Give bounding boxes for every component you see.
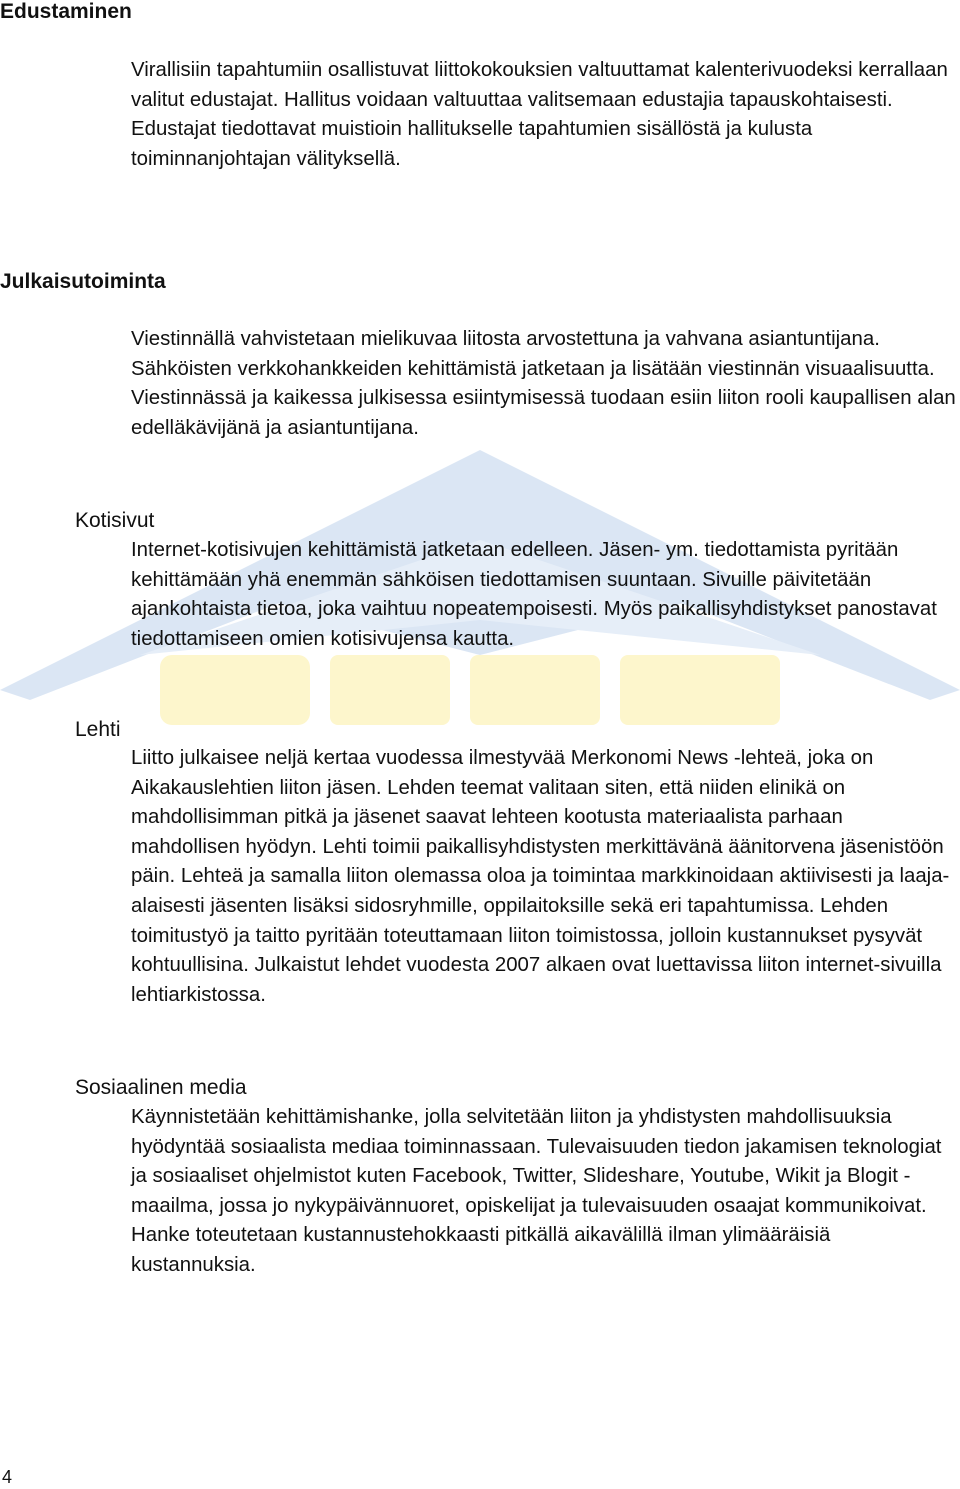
- section-text-edustaminen: Virallisiin tapahtumiin osallistuvat liittokokouksien valtuuttamat kalenterivuodeksi kerrallaan valitut edustajat. Hallitus voidaan valtuuttaa valitsemaan edustajia tapauskohtaisesti. Edustajat tiedottavat muistioin hallitukselle tapahtumien sisällöstä ja kulusta toiminnanjohtajan välityksellä.: [131, 59, 948, 170]
- section-heading-lehti: Lehti: [75, 718, 121, 741]
- watermark-yellow-letters: [160, 655, 780, 725]
- section-heading-sosiaalinen-media: Sosiaalinen media: [75, 1076, 247, 1099]
- section-text-lehti: Liitto julkaisee neljä kertaa vuodessa ilmestyvää Merkonomi News -lehteä, joka on Aikakauslehtien liiton jäsen. Lehden teemat valitaan siten, että niiden elinikä on mahdollisimman pitkä ja jäsenet saavat lehteen kootusta materiaalista parhaan mahdollisen hyödyn. Lehti toimii paikallisyhdistysten merkittävänä äänitorvena jäsenistöön päin. Lehteä ja samalla liiton olemassa oloa ja toimintaa markkinoidaan aktiivisesti ja laaja-alaisesti jäsenten lisäksi sidosryhmille, oppilaitoksille sekä eri tapahtumissa. Lehden toimitustyö ja taitto pyritään toteuttamaan liiton toimistossa, jolloin kustannukset pysyvät kohtuullisina. Julkaistut lehdet vuodesta 2007 alkaen ovat luettavissa liiton internet-sivuilla lehtiarkistossa.: [131, 747, 950, 1006]
- section-heading-edustaminen: Edustaminen: [0, 0, 132, 23]
- page-number: 4: [2, 1467, 13, 1487]
- section-text-julkaisutoiminta: Viestinnällä vahvistetaan mielikuvaa liitosta arvostettuna ja vahvana asiantuntijana. Sähköisten verkkohankkeiden kehittämistä jatketaan ja lisätään viestinnän visuaalisuutta. Viestinnässä ja kaikessa julkisessa esiintymisessä tuodaan esiin liiton rooli kaupallisen alan edelläkävijänä ja asiantuntijana.: [131, 328, 956, 439]
- section-heading-kotisivut: Kotisivut: [75, 509, 155, 532]
- section-text-kotisivut: Internet-kotisivujen kehittämistä jatketaan edelleen. Jäsen- ym. tiedottamista pyritään kehittämään yhä enemmän sähköisen tiedottamisen suuntaan. Sivuille päivitetään ajankohtaista tietoa, joka vaihtuu nopeatempoisesti. Myös paikallisyhdistykset panostavat tiedottamiseen omien kotisivujensa kautta.: [131, 539, 937, 650]
- section-heading-julkaisutoiminta: Julkaisutoiminta: [0, 270, 166, 293]
- section-text-sosiaalinen-media: Käynnistetään kehittämishanke, jolla selvitetään liiton ja yhdistysten mahdollisuuksia hyödyntää sosiaalista mediaa toiminnassaan. Tulevaisuuden tiedon jakamisen teknologiat ja sosiaaliset ohjelmistot kuten Facebook, Twitter, Slideshare, Youtube, Wikit ja Blogit - maailma, jossa jo nykypäivännuoret, opiskelijat ja tulevaisuuden osaajat kommunikoivat. Hanke toteutetaan kustannustehokkaasti pitkällä aikavälillä ilman ylimääräisiä kustannuksia.: [131, 1106, 942, 1276]
